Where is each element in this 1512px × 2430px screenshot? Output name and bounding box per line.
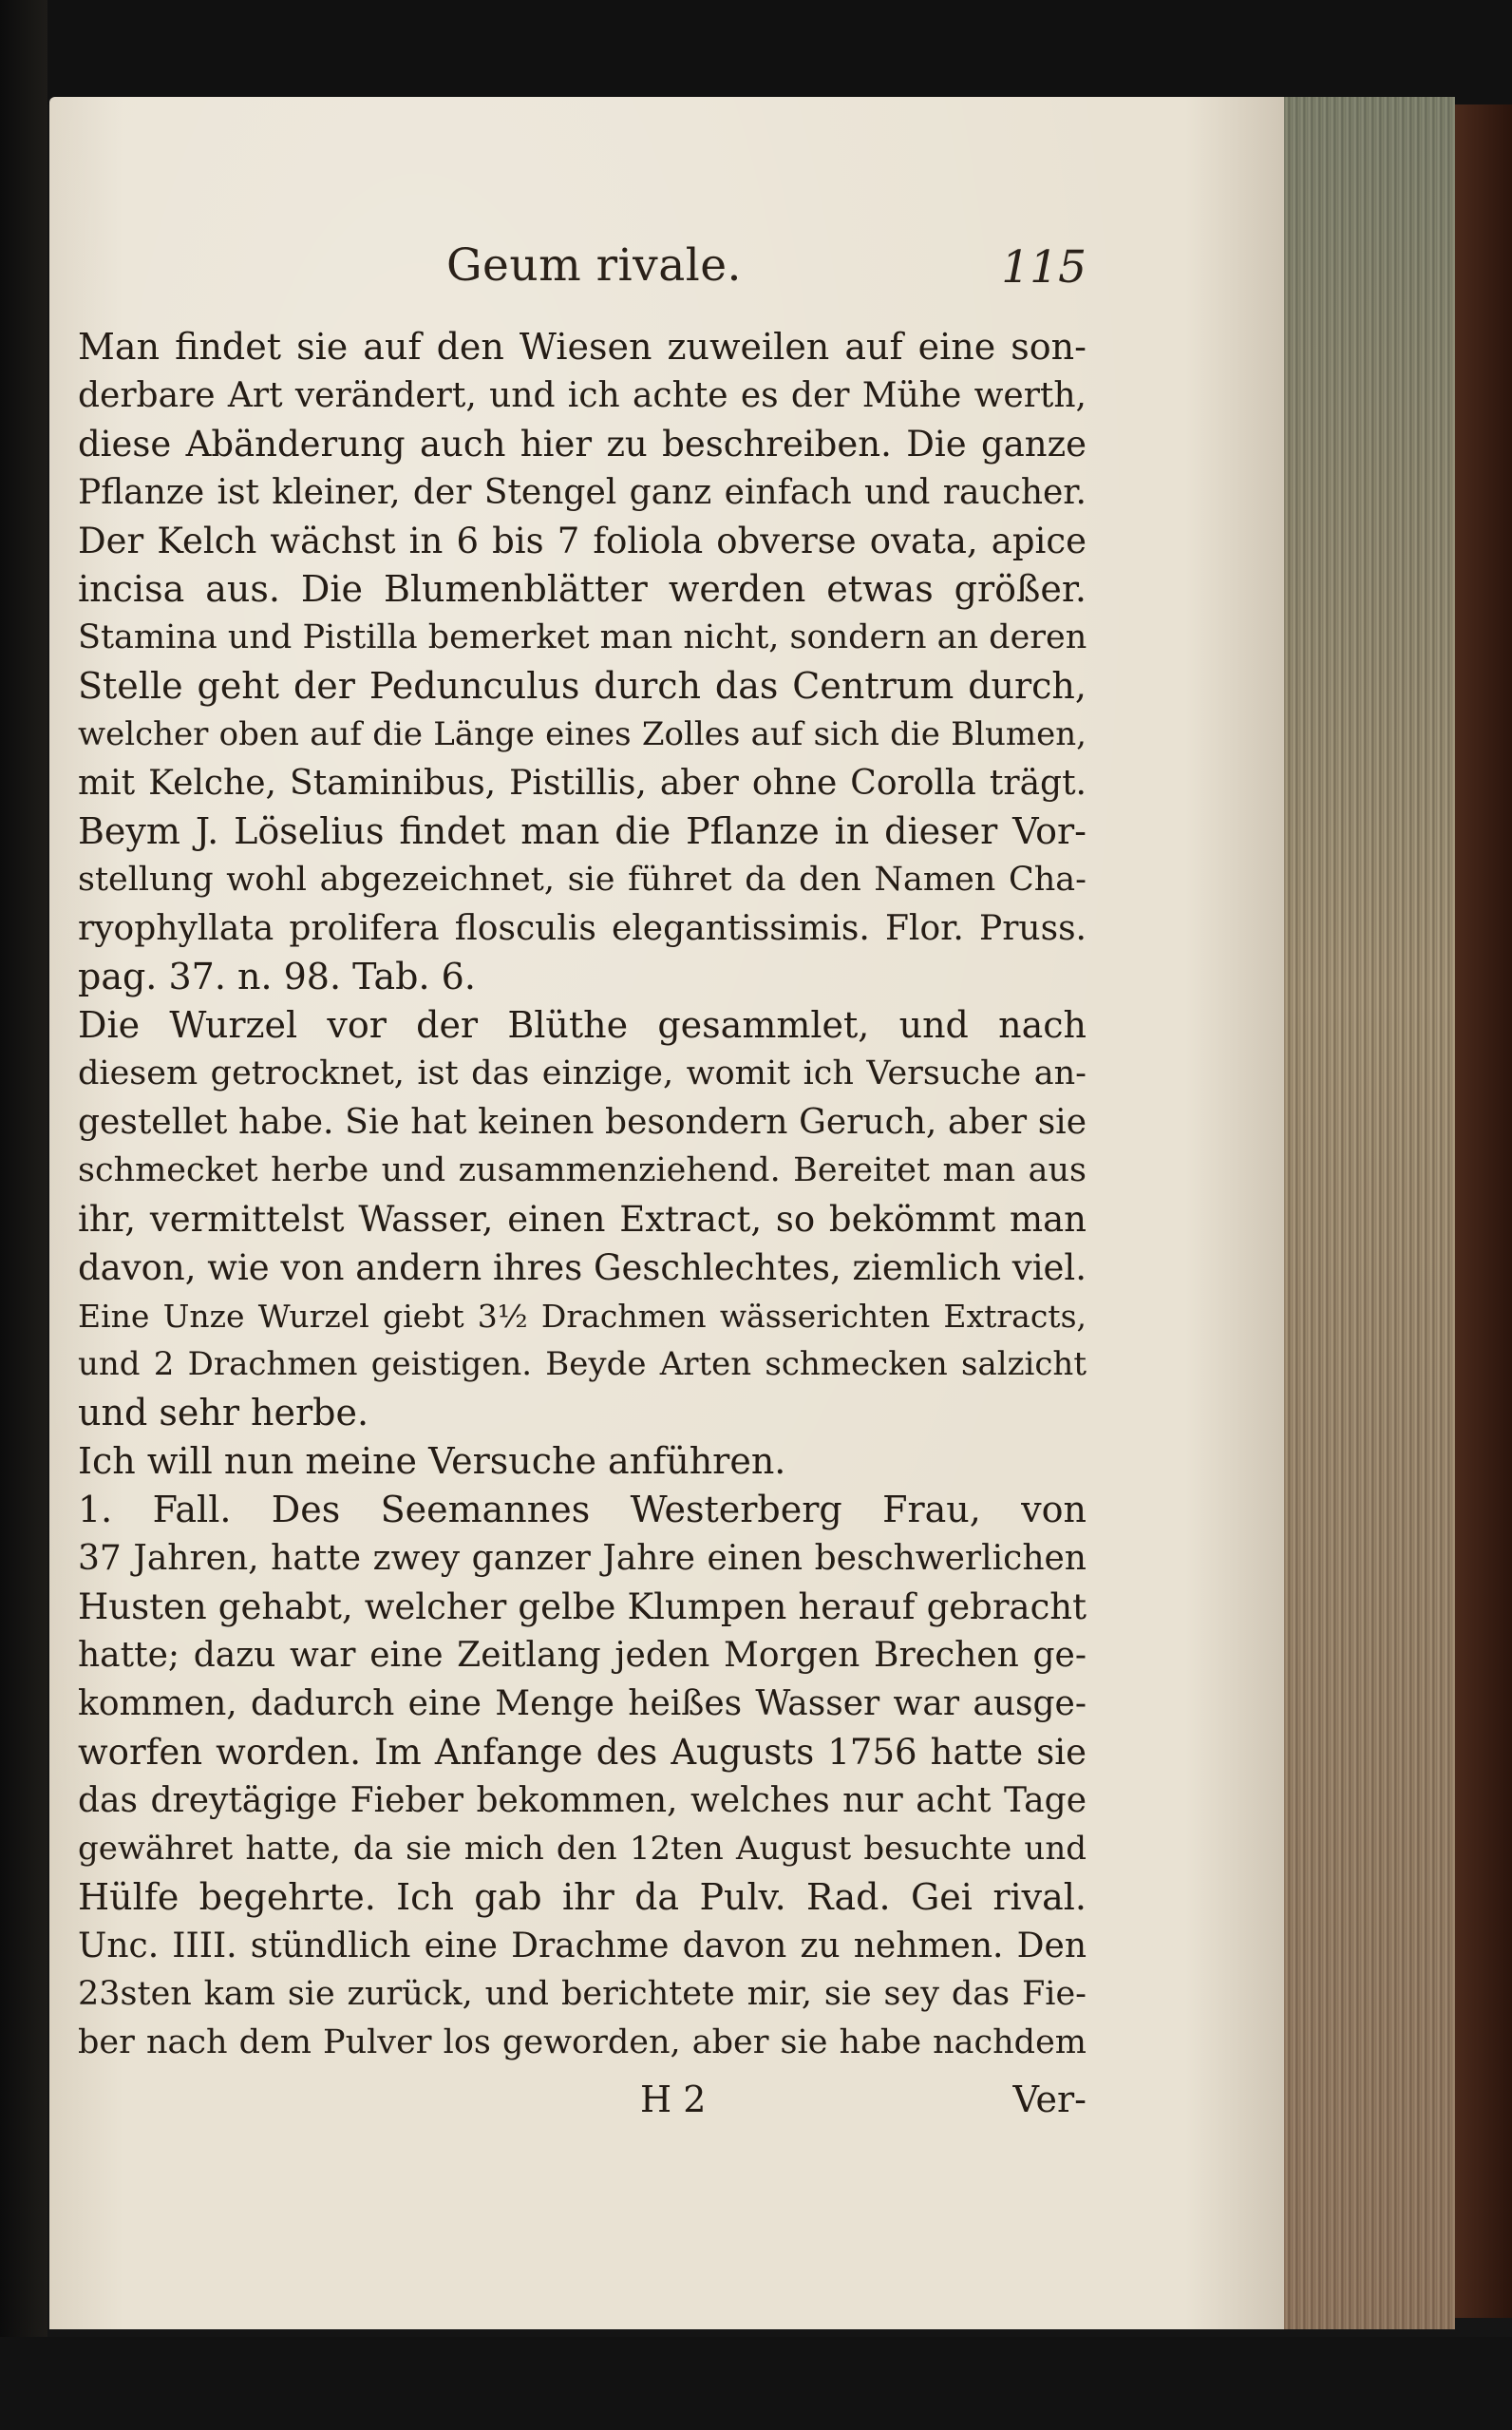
text-line: ryophyllata prolifera flosculis elegantissimis. Flor. Pruss. — [78, 909, 1087, 948]
text-line: stellung wohl abgezeichnet, sie führet da den Namen Cha- — [78, 861, 1087, 899]
text-line: gewähret hatte, da sie mich den 12ten August besuchte und — [78, 1830, 1087, 1868]
background-bottom — [0, 2337, 1512, 2430]
text-line: das dreytägige Fieber bekommen, welches nur acht Tage — [78, 1781, 1087, 1820]
text-line: Pflanze ist kleiner, der Stengel ganz einfach und raucher. — [78, 473, 1087, 512]
body-text — [78, 323, 1087, 2067]
page-header — [78, 239, 1087, 296]
text-line: 23sten kam sie zurück, und berichtete mir, sie sey das Fie- — [78, 1975, 1087, 2013]
background-left — [0, 0, 47, 2430]
text-line: und sehr herbe. — [78, 1392, 369, 1433]
text-line: ihr, vermittelst Wasser, einen Extract, so bekömmt man — [78, 1199, 1087, 1240]
book-cover — [1455, 104, 1512, 2318]
running-title: Geum rivale. — [446, 239, 742, 292]
text-line: kommen, dadurch eine Menge heißes Wasser war ausge- — [78, 1684, 1087, 1723]
text-line: Eine Unze Wurzel giebt 3½ Drachmen wässerichten Extracts, — [78, 1298, 1087, 1335]
background-top — [0, 0, 1512, 104]
text-line: Beym J. Löselius findet man die Pflanze in dieser Vor- — [78, 810, 1087, 852]
text-line: Stamina und Pistilla bemerket man nicht, sondern an deren — [78, 618, 1087, 656]
text-line: und 2 Drachmen geistigen. Beyde Arten schmecken salzicht — [78, 1345, 1087, 1383]
text-line: Die Wurzel vor der Blüthe gesammlet, und nach — [78, 1004, 1087, 1046]
signature-mark: H 2 — [640, 2079, 707, 2120]
text-line: welcher oben auf die Länge eines Zolles auf sich die Blumen, — [78, 715, 1087, 753]
text-line: diesem getrocknet, ist das einzige, womit ich Versuche an- — [78, 1054, 1087, 1092]
page-number: 115 — [1001, 241, 1087, 294]
text-line: gestellet habe. Sie hat keinen besondern Geruch, aber sie — [78, 1103, 1087, 1142]
text-line: diese Abänderung auch hier zu beschreiben. Die ganze — [78, 424, 1087, 465]
text-line: worfen worden. Im Anfange des Augusts 1756 hatte sie — [78, 1732, 1087, 1773]
text-line: davon, wie von andern ihres Geschlechtes, ziemlich viel. — [78, 1247, 1087, 1288]
text-line: incisa aus. Die Blumenblätter werden etwas größer. — [78, 568, 1087, 610]
text-line: hatte; dazu war eine Zeitlang jeden Morgen Brechen ge- — [78, 1636, 1087, 1675]
text-line: derbare Art verändert, und ich achte es der Mühe werth, — [78, 376, 1087, 415]
text-line: Stelle geht der Pedunculus durch das Centrum durch, — [78, 665, 1087, 707]
text-line: 1. Fall. Des Seemannes Westerberg Frau, von — [78, 1489, 1087, 1530]
page-footer — [78, 2079, 1087, 2136]
text-line: ber nach dem Pulver los geworden, aber sie habe nachdem — [78, 2023, 1087, 2061]
text-line: schmecket herbe und zusammenziehend. Bereitet man aus — [78, 1151, 1087, 1189]
page-edges-shade — [1284, 97, 1455, 2329]
text-line: Ich will nun meine Versuche anführen. — [78, 1440, 786, 1482]
text-line: Unc. IIII. stündlich eine Drachme davon zu nehmen. Den — [78, 1927, 1087, 1965]
text-line: Hülfe begehrte. Ich gab ihr da Pulv. Rad. Gei rival. — [78, 1876, 1087, 1918]
text-line: Man findet sie auf den Wiesen zuweilen auf eine son- — [78, 326, 1087, 368]
text-line: 37 Jahren, hatte zwey ganzer Jahre einen beschwerlichen — [78, 1539, 1087, 1578]
text-line: Der Kelch wächst in 6 bis 7 foliola obverse ovata, apice — [78, 521, 1087, 561]
text-line: pag. 37. n. 98. Tab. 6. — [78, 956, 476, 997]
catchword: Ver- — [1012, 2079, 1087, 2120]
text-line: mit Kelche, Staminibus, Pistillis, aber ohne Corolla trägt. — [78, 764, 1087, 803]
text-line: Husten gehabt, welcher gelbe Klumpen herauf gebracht — [78, 1586, 1087, 1627]
